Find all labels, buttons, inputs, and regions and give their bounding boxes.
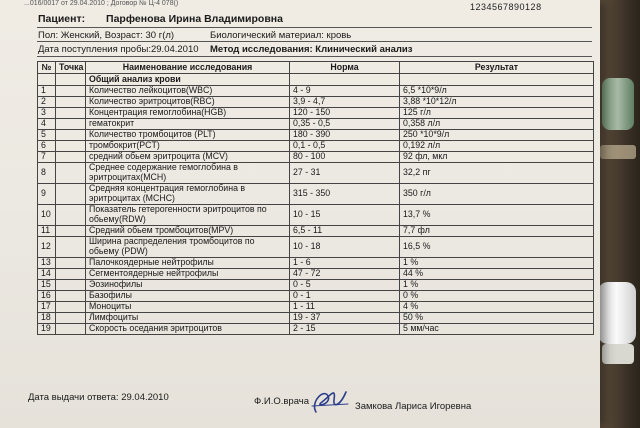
sample-date: Дата поступления пробы:29.04.2010 [38, 44, 199, 55]
table-row: 9 Средняя концентрация гемоглобина в эритроцитах (MCHC) 315 - 350 350 г/л [38, 184, 594, 205]
table-row: 18 Лимфоциты 19 - 37 50 % [38, 313, 594, 324]
section-title: Общий анализ крови [86, 74, 290, 86]
table-row: 2 Количество эритроцитов(RBC) 3,9 - 4,7 3,88 *10*12/л [38, 97, 594, 108]
issue-date: Дата выдачи ответа: 29.04.2010 [28, 392, 169, 403]
table-header-row [38, 62, 594, 74]
results-table [37, 61, 594, 335]
table-row: 15 Эозинофилы 0 - 5 1 % [38, 280, 594, 291]
signature-mark [306, 382, 352, 418]
barcode-number: 1234567890128 [470, 2, 542, 12]
table-row: 4 гематокрит 0,35 - 0,5 0,358 л/л [38, 119, 594, 130]
divider [37, 41, 592, 42]
material: Биологический материал: кровь [210, 30, 352, 41]
patient-line [38, 13, 283, 25]
table-row: 8 Среднее содержание гемоглобина в эритроцитах(MCH) 27 - 31 32,2 пг [38, 163, 594, 184]
patient-label: Пациент: [38, 13, 86, 25]
gender-age: Пол: Женский, Возраст: 30 г(л) [38, 30, 175, 41]
table-row: 14 Сегментоядерные нейтрофилы 47 - 72 44 % [38, 269, 594, 280]
col-norm: Норма [290, 62, 400, 74]
divider [37, 27, 592, 28]
table-row: 5 Количество тромбоцитов (PLT) 180 - 390 250 *10*9/л [38, 130, 594, 141]
method: Метод исследования: Клинический анализ [210, 44, 413, 55]
col-point: Точка [56, 62, 86, 74]
section-row [38, 74, 594, 86]
table-row: 10 Показатель гетерогенности эритроцитов по обьему(RDW) 10 - 15 13,7 % [38, 205, 594, 226]
table-row: 19 Скорость оседания эритроцитов 2 - 15 5 мм/час [38, 324, 594, 335]
table-row: 17 Моноциты 1 - 11 4 % [38, 302, 594, 313]
doctor-label: Ф.И.О.врача [254, 396, 309, 407]
table-row: 11 Средний обьем тромбоцитов(MPV) 6,5 - 11 7,7 фл [38, 226, 594, 237]
patient-name: Парфенова Ирина Владимировна [106, 13, 283, 25]
tube-cap-object [602, 344, 634, 364]
bottle-object [602, 78, 634, 130]
table-row: 3 Концентрация гемоглобина(HGB) 120 - 150 125 г/л [38, 108, 594, 119]
table-row: 16 Базофилы 0 - 1 0 % [38, 291, 594, 302]
tube-object [598, 282, 636, 344]
divider [37, 56, 592, 57]
table-row: 1 Количество лейкоцитов(WBC) 4 - 9 6,5 *10*9/л [38, 86, 594, 97]
table-row: 7 средний обьем эритроцита (MCV) 80 - 100 92 фл, мкл [38, 152, 594, 163]
doctor-name: Замкова Лариса Игоревна [355, 401, 472, 412]
col-number: № [38, 62, 56, 74]
col-test-name: Наименование исследования [86, 62, 290, 74]
top-fragment-text: ...016/0017 от 29.04.2010 ; Договор № Ц-4 078() [24, 0, 179, 7]
bottle-label-object [600, 145, 636, 159]
table-row: 12 Ширина распределения тромбоцитов по обьему (PDW) 10 - 18 16,5 % [38, 237, 594, 258]
table-row: 13 Палочкоядерные нейтрофилы 1 - 6 1 % [38, 258, 594, 269]
table-row: 6 тромбокрит(PCT) 0,1 - 0,5 0,192 л/л [38, 141, 594, 152]
col-result: Результат [400, 62, 594, 74]
